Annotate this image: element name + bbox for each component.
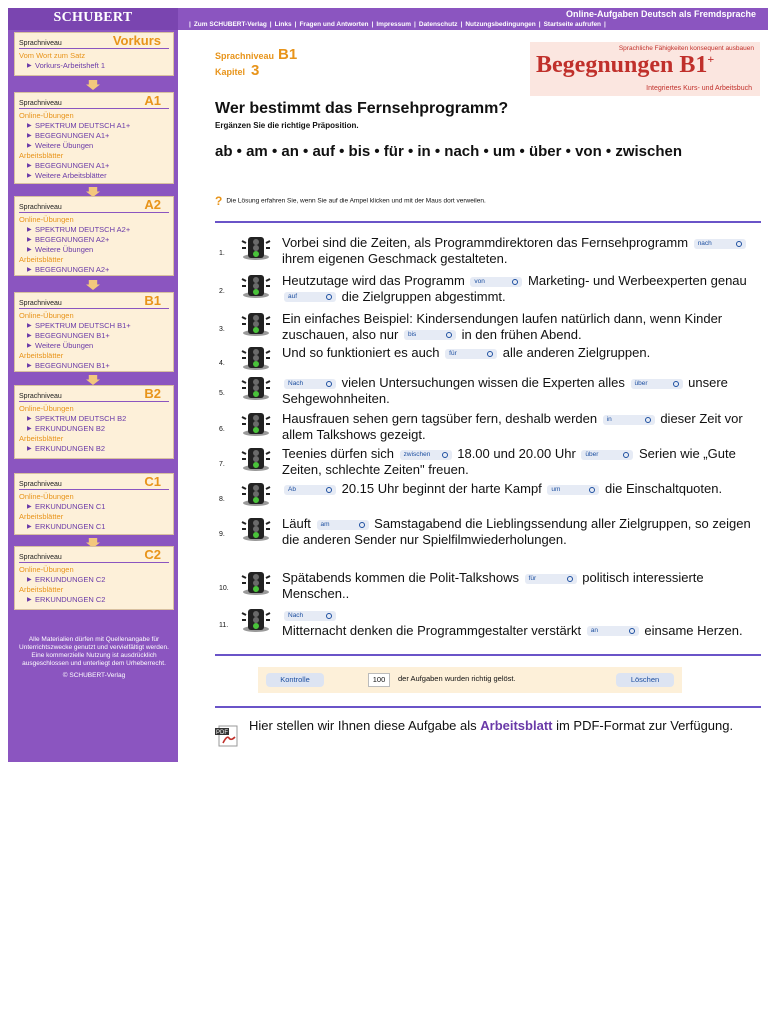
sidebar-link[interactable]: ▶ Weitere Arbeitsblätter <box>19 171 169 181</box>
preposition-select[interactable]: nach <box>694 239 746 249</box>
preposition-select[interactable]: Nach <box>284 611 336 621</box>
copyright: © SCHUBERT-Verlag <box>62 672 126 679</box>
level-code-vorkurs: Vorkurs <box>112 33 161 48</box>
pdf-text-before: Hier stellen wir Ihnen diese Aufgabe als <box>249 718 481 733</box>
sidebar-link[interactable]: ▶ ERKUNDUNGEN C2 <box>19 595 169 605</box>
check-button[interactable]: Kontrolle <box>266 673 324 687</box>
sidebar-link[interactable]: ▶ BEGEGNUNGEN B1+ <box>19 361 169 371</box>
level-box-c2 <box>14 546 174 610</box>
level-value: B1 <box>278 46 298 63</box>
preposition-select[interactable]: Ab <box>284 485 336 495</box>
sidebar-section-sheets: Arbeitsblätter <box>19 351 64 360</box>
exercise-text <box>282 411 760 442</box>
nav-link-verlag[interactable]: Zum SCHUBERT-Verlag <box>193 21 267 28</box>
exercise-text <box>282 516 760 547</box>
traffic-light-icon[interactable] <box>240 375 272 401</box>
exercise-text <box>282 235 760 266</box>
traffic-light-icon[interactable] <box>240 516 272 542</box>
level-code-c2: C2 <box>144 547 161 562</box>
preposition-select[interactable]: für <box>445 349 497 359</box>
exercise-text <box>282 446 760 477</box>
sidebar-link[interactable]: ▶ SPEKTRUM DEUTSCH A1+ <box>19 121 169 131</box>
traffic-light-icon[interactable] <box>240 481 272 507</box>
level-code-a1: A1 <box>144 93 161 108</box>
nav-link-impressum[interactable]: Impressum <box>376 21 412 28</box>
exercise-text <box>282 481 760 497</box>
sidebar-link[interactable]: ▶ Weitere Übungen <box>19 141 169 151</box>
level-label: Sprachniveau <box>19 204 62 211</box>
level-code-b2: B2 <box>144 386 161 401</box>
divider <box>215 654 761 656</box>
preposition-select[interactable]: für <box>525 574 577 584</box>
pdf-icon[interactable] <box>215 725 241 747</box>
level-label: Sprachniveau <box>19 554 62 561</box>
book-logo[interactable] <box>530 42 760 96</box>
exercise-number: 4. <box>219 360 225 367</box>
license-text: Alle Materialien dürfen mit Quellenangabe für Unterrichtszwecke genutzt und vervielfältigt werden. Eine kommerzielle Nutzung ist ausdrücklich ausgeschlossen und unterliegt dem Urheberrecht. <box>19 636 169 667</box>
score-percent: 100 <box>368 673 390 687</box>
sidebar <box>8 30 178 762</box>
level-code-b1: B1 <box>144 293 161 308</box>
sidebar-link[interactable]: ▶ ERKUNDUNGEN C1 <box>19 502 169 512</box>
sentence-part: 18.00 und 20.00 Uhr <box>453 446 580 461</box>
hint-text: Die Lösung erfahren Sie, wenn Sie auf die Ampel klicken und mit der Maus dort verweilen. <box>226 197 486 205</box>
instruction: Ergänzen Sie die richtige Präposition. <box>215 121 359 130</box>
sentence-part: ihrem eigenen Geschmack gestalteten. <box>282 250 508 266</box>
preposition-select[interactable]: um <box>547 485 599 495</box>
site-title: Online-Aufgaben Deutsch als Fremdsprache <box>565 9 756 19</box>
arrow-down-icon <box>86 80 100 90</box>
chapter-indicator <box>215 62 259 79</box>
exercise-number: 2. <box>219 288 225 295</box>
traffic-light-icon[interactable] <box>240 607 272 633</box>
nav-link-start[interactable]: Startseite aufrufen <box>543 21 602 28</box>
hint <box>215 194 486 208</box>
sentence-part: vielen Untersuchungen wissen die Experten alles <box>338 375 629 390</box>
chapter-label: Kapitel <box>215 67 246 77</box>
sentence-part: dieser Zeit vor allem Talkshows gezeigt. <box>282 411 743 442</box>
level-box-b1 <box>14 292 174 372</box>
divider <box>215 706 761 708</box>
sidebar-section-sheets: Arbeitsblätter <box>19 151 64 160</box>
preposition-select[interactable]: auf <box>284 292 336 302</box>
preposition-select[interactable]: über <box>631 379 683 389</box>
chapter-value: 3 <box>251 62 260 79</box>
level-label: Sprachniveau <box>19 100 62 107</box>
traffic-light-icon[interactable] <box>240 411 272 437</box>
exercise-number: 7. <box>219 461 225 468</box>
sentence-part: Teenies dürfen sich <box>282 446 398 461</box>
sidebar-section-online: Online-Übungen <box>19 565 74 574</box>
logo-subtitle: Integriertes Kurs- und Arbeitsbuch <box>646 85 752 92</box>
level-code-c1: C1 <box>144 474 161 489</box>
preposition-select[interactable]: am <box>317 520 369 530</box>
nav-link-datenschutz[interactable]: Datenschutz <box>418 21 458 28</box>
logo-title-text: Begegnungen B1 <box>536 52 708 78</box>
exercise-number: 9. <box>219 531 225 538</box>
sidebar-link[interactable]: ▶ ERKUNDUNGEN B2 <box>19 444 169 454</box>
nav-link-links[interactable]: Links <box>274 21 292 28</box>
sentence-part: Vorbei sind die Zeiten, als Programmdirektoren das Fernsehprogramm <box>282 235 692 250</box>
level-box-b2 <box>14 385 174 459</box>
logo-tagline: Sprachliche Fähigkeiten konsequent ausbauen <box>618 45 754 52</box>
level-indicator <box>215 46 297 63</box>
exercise-text <box>282 375 760 406</box>
exercise-number: 11. <box>219 622 229 629</box>
exercise-number: 6. <box>219 426 225 433</box>
sidebar-link-vorkurs-heft[interactable]: ▶ Vorkurs-Arbeitsheft 1 <box>19 61 169 71</box>
brand-logo[interactable]: SCHUBERT <box>8 8 178 30</box>
sentence-part: Marketing- und Werbeexperten genau <box>524 273 747 288</box>
sidebar-link[interactable]: ▶ BEGEGNUNGEN A2+ <box>19 235 169 245</box>
sentence-part: in den frühen Abend. <box>457 326 582 342</box>
preposition-select[interactable]: zwischen <box>400 450 452 460</box>
sentence-part: Spätabends kommen die Polit-Talkshows <box>282 570 523 585</box>
exercise-number: 8. <box>219 496 225 503</box>
preposition-select[interactable]: bis <box>404 330 456 340</box>
sidebar-footer <box>14 636 174 680</box>
sidebar-section-vom-wort[interactable]: Vom Wort zum Satz <box>19 51 86 60</box>
exercise-number: 3. <box>219 326 225 333</box>
page-title: Wer bestimmt das Fernsehprogramm? <box>215 100 509 117</box>
sidebar-section-sheets: Arbeitsblätter <box>19 585 64 594</box>
preposition-select[interactable]: von <box>470 277 522 287</box>
exercise-text <box>282 273 760 304</box>
sentence-part: Samstagabend die Lieblingssendung aller Zielgruppen, so zeigen die anderen Sender nur Spielfilmwiederholungen. <box>282 516 751 547</box>
score-text: der Aufgaben wurden richtig gelöst. <box>398 674 516 683</box>
level-label: Sprachniveau <box>19 481 62 488</box>
exercise-text <box>282 570 760 601</box>
level-label: Sprachniveau <box>215 51 275 61</box>
nav-link-nutzung[interactable]: Nutzungsbedingungen <box>465 21 536 28</box>
pdf-notice <box>249 718 759 734</box>
sidebar-link[interactable]: ▶ ERKUNDUNGEN C1 <box>19 522 169 532</box>
traffic-light-icon[interactable] <box>240 311 272 337</box>
question-mark-icon: ? <box>215 194 223 208</box>
traffic-light-icon[interactable] <box>240 235 272 261</box>
sidebar-section-online: Online-Übungen <box>19 492 74 501</box>
sentence-part: politisch interessierte Menschen.. <box>282 570 704 601</box>
traffic-light-icon[interactable] <box>240 570 272 596</box>
top-bar <box>8 8 768 30</box>
word-bank: ab • am • an • auf • bis • für • in • nach • um • über • von • zwischen <box>215 143 683 160</box>
nav-link-faq[interactable]: Fragen und Antworten <box>299 21 369 28</box>
sidebar-link[interactable]: ▶ BEGEGNUNGEN B1+ <box>19 331 169 341</box>
level-label: Sprachniveau <box>19 393 62 400</box>
exercise-text <box>282 607 760 638</box>
arrow-down-icon <box>86 280 100 290</box>
level-box-a2 <box>14 196 174 276</box>
preposition-select[interactable]: Nach <box>284 379 336 389</box>
preposition-select[interactable]: in <box>603 415 655 425</box>
sentence-part: Läuft <box>282 516 315 531</box>
level-box-c1 <box>14 473 174 535</box>
sidebar-link[interactable]: ▶ BEGEGNUNGEN A1+ <box>19 131 169 141</box>
preposition-select[interactable]: über <box>581 450 633 460</box>
sidebar-link[interactable]: ▶ Weitere Übungen <box>19 341 169 351</box>
sidebar-section-online: Online-Übungen <box>19 111 74 120</box>
sentence-part: 20.15 Uhr beginnt der harte Kampf <box>338 481 546 496</box>
sidebar-link[interactable]: ▶ BEGEGNUNGEN A2+ <box>19 265 169 275</box>
sentence-part: alle anderen Zielgruppen. <box>499 345 651 360</box>
exercise-text <box>282 311 760 342</box>
pdf-icon-label: PDF <box>216 730 228 736</box>
sidebar-section-online: Online-Übungen <box>19 215 74 224</box>
sentence-part: die Einschaltquoten. <box>601 481 723 496</box>
sidebar-section-online: Online-Übungen <box>19 404 74 413</box>
sidebar-link[interactable]: ▶ ERKUNDUNGEN B2 <box>19 424 169 434</box>
clear-button[interactable]: Löschen <box>616 673 674 687</box>
level-box-a1 <box>14 92 174 184</box>
worksheet-link[interactable]: Arbeitsblatt <box>480 718 553 733</box>
sidebar-link[interactable]: ▶ SPEKTRUM DEUTSCH B2 <box>19 414 169 424</box>
sidebar-section-sheets: Arbeitsblätter <box>19 255 64 264</box>
sentence-part: Serien wie „Gute Zeiten, schlechte Zeiten" freuen. <box>282 446 736 477</box>
logo-title-sup: + <box>707 52 715 66</box>
sentence-part: unsere Sehgewohnheiten. <box>282 375 728 406</box>
control-bar <box>258 667 682 693</box>
sentence-part: einsame Herzen. <box>640 622 743 638</box>
exercise-number: 10. <box>219 585 229 592</box>
level-label: Sprachniveau <box>19 40 62 47</box>
exercise-number: 1. <box>219 250 225 257</box>
sidebar-link[interactable]: ▶ BEGEGNUNGEN A1+ <box>19 161 169 171</box>
divider <box>215 221 761 223</box>
pdf-text-after: im PDF-Format zur Verfügung. <box>552 718 734 733</box>
preposition-select[interactable]: an <box>587 626 639 636</box>
arrow-down-icon <box>86 375 100 385</box>
traffic-light-icon[interactable] <box>240 446 272 472</box>
level-label: Sprachniveau <box>19 300 62 307</box>
traffic-light-icon[interactable] <box>240 345 272 371</box>
sidebar-link[interactable]: ▶ Weitere Übungen <box>19 245 169 255</box>
level-box-vorkurs <box>14 32 174 76</box>
sentence-part: die Zielgruppen abgestimmt. <box>338 288 506 304</box>
sidebar-link[interactable]: ▶ SPEKTRUM DEUTSCH A2+ <box>19 225 169 235</box>
sidebar-link[interactable]: ▶ ERKUNDUNGEN C2 <box>19 575 169 585</box>
sentence-part: Heutzutage wird das Programm <box>282 273 469 288</box>
sentence-part: Hausfrauen sehen gern tagsüber fern, deshalb werden <box>282 411 601 426</box>
sidebar-section-sheets: Arbeitsblätter <box>19 512 64 521</box>
exercise-text <box>282 345 760 361</box>
sentence-part: Ein einfaches Beispiel: Kindersendungen laufen natürlich dann, wenn Kinder zuschauen, also nur <box>282 311 723 342</box>
traffic-light-icon[interactable] <box>240 273 272 299</box>
level-code-a2: A2 <box>144 197 161 212</box>
sentence-part: Und so funktioniert es auch <box>282 345 444 360</box>
sentence-part: Mitternacht denken die Programmgestalter verstärkt <box>282 622 585 638</box>
sidebar-section-online: Online-Übungen <box>19 311 74 320</box>
exercise-number: 5. <box>219 390 225 397</box>
sidebar-section-sheets: Arbeitsblätter <box>19 434 64 443</box>
sidebar-link[interactable]: ▶ SPEKTRUM DEUTSCH B1+ <box>19 321 169 331</box>
logo-title <box>536 52 714 79</box>
top-nav: | Zum SCHUBERT-Verlag | Links | Fragen und Antworten | Impressum | Datenschutz | Nutzungsbedingungen | Startseite aufrufen | <box>189 21 606 28</box>
